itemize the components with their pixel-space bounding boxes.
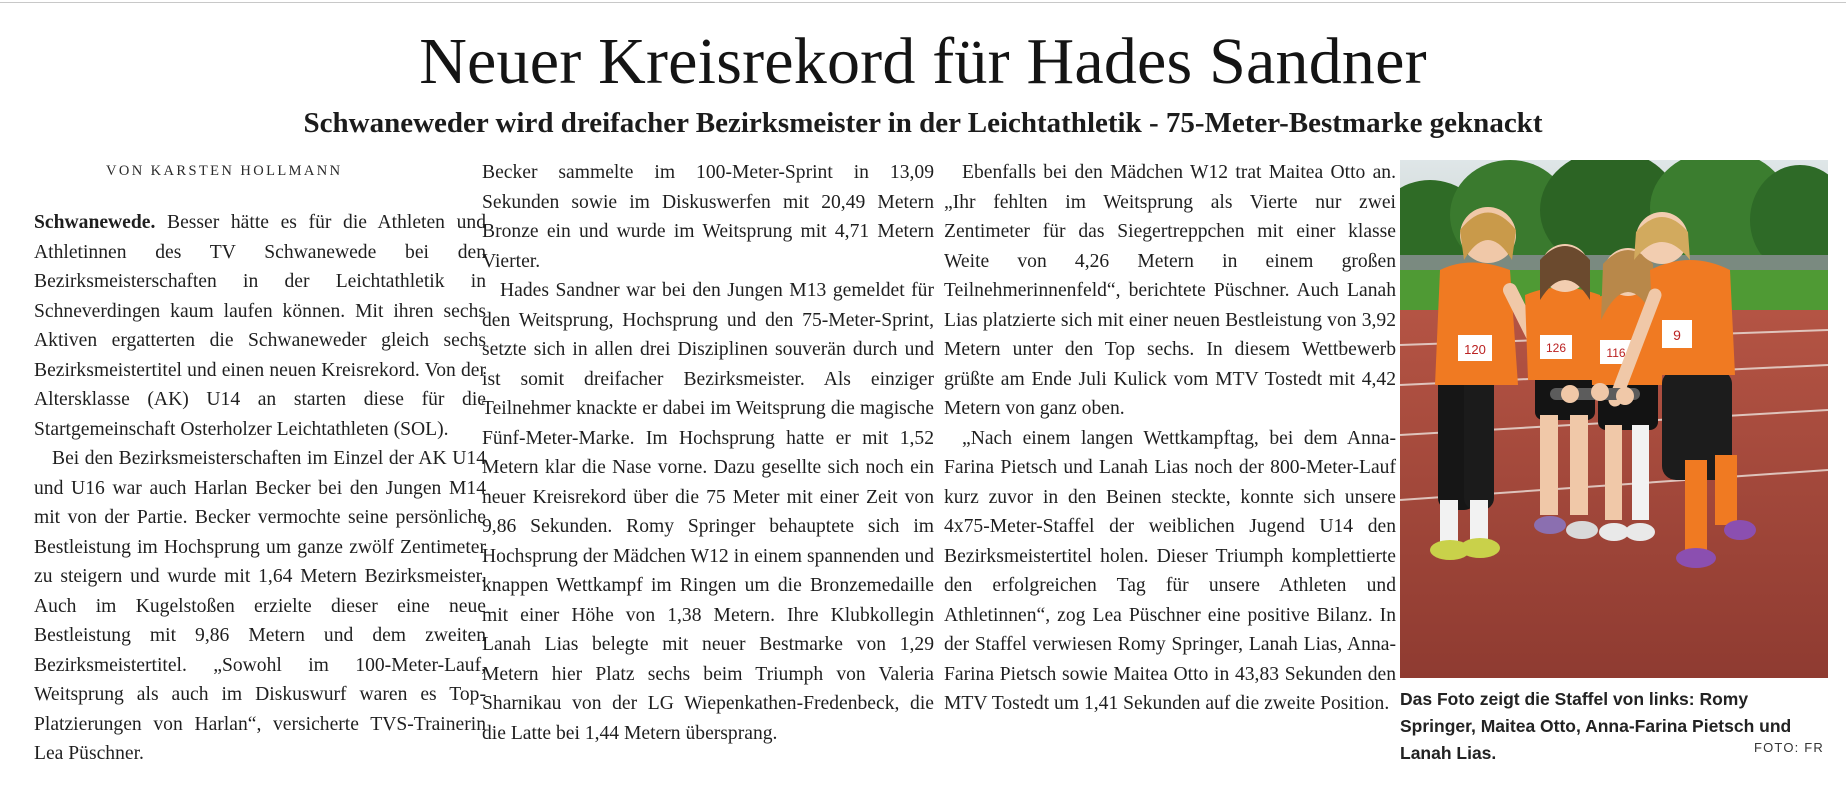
bib-number-1: 120 — [1464, 342, 1486, 357]
photo-caption: Das Foto zeigt die Staffel von links: Romy Springer, Maitea Otto, Anna-Farina Pietsch und Lanah Lias. — [1400, 689, 1792, 763]
paragraph-6: „Nach einem langen Wettkampftag, bei dem Anna-Farina Pietsch und Lanah Lias noch der 800-Meter-Lauf kurz zuvor in den Beinen steckte, konnte sich unsere 4x75-Meter-Staffel der weiblichen Jugend U14 den Bezirksmeistertitel holen. Dieser Triumph komplettierte den erfolgreichen Tag für unsere Athleten und Athletinnen“, zog Lea Püschner eine positive Bilanz. In der Staffel verwiesen Romy Springer, Lanah Lias, Anna-Farina Pietsch sowie Maitea Otto in 43,83 Sekunden den MTV Tostedt um 1,41 Sekunden auf die zweite Position. — [944, 427, 1396, 714]
paragraph-2: Bei den Bezirksmeisterschaften im Einzel der AK U14 und U16 war auch Harlan Becker bei den Jungen M14 mit von der Partie. Becker vermochte seine persönliche Bestleistung im Hochsprung um ganze zwölf Zentimeter zu steigern und wurde mit 1,64 Metern Bezirksmeister. Auch im Kugelstoßen erzielte dieser eine neue Bestleistung mit 9,86 Metern und dem zweiten Bezirksmeistertitel. „Sowohl im 100-Meter-Lauf, Weitsprung als auch im Diskuswurf waren es Top-Platzierungen von Harlan“, versicherte TVS-Trainerin Lea Püschner. — [34, 448, 486, 764]
bib-number-3: 116 — [1606, 346, 1626, 360]
paragraph-3: Becker sammelte im 100-Meter-Sprint in 13,09 Sekunden sowie im Diskuswerfen mit 20,49 Metern Bronze ein und wurde im Weitsprung mit 4,71 Metern Vierter. — [482, 162, 934, 272]
text-column-1 — [34, 158, 486, 769]
relay-team-photo — [1400, 160, 1828, 678]
paragraph-1: Schwanewede. Besser hätte es für die Athleten und Athletinnen des TV Schwanewede bei den Bezirksmeisterschaften in der Leichtathletik in Schneverdingen kaum laufen können. Mit ihren sechs Aktiven ergatterten die Schwaneweder gleich sechs Bezirksmeistertitel und einen neuen Kreisrekord. Von der Altersklasse (AK) U14 an starten diese für die Startgemeinschaft Osterholzer Leichtathleten (SOL). — [34, 212, 486, 440]
text-column-3 — [944, 158, 1396, 719]
byline: VON KARSTEN HOLLMANN — [106, 163, 343, 179]
bib-number-4: 9 — [1673, 327, 1681, 343]
top-rule — [0, 2, 1846, 3]
article-headline: Neuer Kreisrekord für Hades Sandner — [419, 25, 1427, 98]
dateline: Schwanewede. — [34, 212, 156, 233]
article-subheadline: Schwaneweder wird dreifacher Bezirksmeister in der Leichtathletik - 75-Meter-Bestmarke geknackt — [303, 107, 1543, 139]
text-column-2 — [482, 158, 934, 748]
bib-number-2: 126 — [1545, 341, 1567, 355]
photo-credit: FOTO: FR — [1753, 740, 1824, 755]
paragraph-4: Hades Sandner war bei den Jungen M13 gemeldet für den Weitsprung, Hochsprung und den 75-Meter-Sprint, setzte sich in allen drei Disziplinen souverän durch und ist somit dreifacher Bezirksmeister. Als einziger Teilnehmer knackte er dabei im Weitsprung die magische Fünf-Meter-Marke. Im Hochsprung hatte er mit 1,52 Metern klar die Nase vorne. Dazu gesellte sich noch ein neuer Kreisrekord über die 75 Meter mit einer Zeit von 9,86 Sekunden. Romy Springer behauptete sich im Hochsprung der Mädchen W12 in einem spannenden und knappen Wettkampf im Ringen um die Bronzemedaille mit einer Höhe von 1,38 Metern. Ihre Klubkollegin Lanah Lias belegte mit neuer Bestmarke von 1,29 Metern hier Platz sechs beim Triumph von Valeria Sharnikau von der LG Wiepenkathen-Fredenbeck, die die Latte bei 1,44 Metern übersprang. — [482, 280, 934, 744]
paragraph-5: Ebenfalls bei den Mädchen W12 trat Maitea Otto an. „Ihr fehlten im Weitsprung als Vierte nur zwei Zentimeter für das Siegertreppchen mit einer klasse Weite von 4,26 Metern in einem großen Teilnehmerinnenfeld“, berichtete Püschner. Auch Lanah Lias platzierte sich mit einer neuen Bestleistung von 3,92 Metern unter den Top sechs. In diesem Wettbewerb grüßte am Ende Juli Kulick vom MTV Tostedt mit 4,42 Metern von ganz oben. — [944, 162, 1396, 419]
